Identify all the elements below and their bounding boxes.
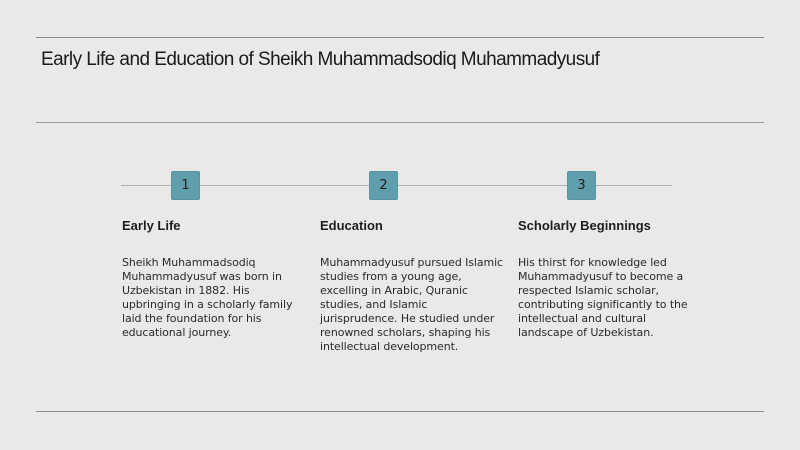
top-divider xyxy=(36,37,764,38)
step-badge-3: 3 xyxy=(567,171,596,200)
title-divider xyxy=(36,122,764,123)
timeline-column-education xyxy=(320,218,505,354)
step-badge-2: 2 xyxy=(369,171,398,200)
slide-title: Early Life and Education of Sheikh Muhammadsodiq Muhammadyusuf xyxy=(41,49,600,70)
timeline-column-scholarly-beginnings xyxy=(518,218,703,340)
column-heading: Education xyxy=(320,218,383,233)
column-body: His thirst for knowledge led Muhammadyusuf to become a respected Islamic scholar, contributing significantly to the intellectual and cultural landscape of Uzbekistan. xyxy=(518,256,688,339)
column-heading: Early Life xyxy=(122,218,181,233)
bottom-divider xyxy=(36,411,764,412)
column-body: Muhammadyusuf pursued Islamic studies from a young age, excelling in Arabic, Quranic studies, and Islamic jurisprudence. He studied under renowned scholars, shaping his intellectual development. xyxy=(320,256,503,353)
timeline-column-early-life xyxy=(122,218,307,340)
column-body: Sheikh Muhammadsodiq Muhammadyusuf was born in Uzbekistan in 1882. His upbringing in a scholarly family laid the foundation for his educational journey. xyxy=(122,256,293,339)
step-badge-1: 1 xyxy=(171,171,200,200)
column-heading: Scholarly Beginnings xyxy=(518,218,651,233)
